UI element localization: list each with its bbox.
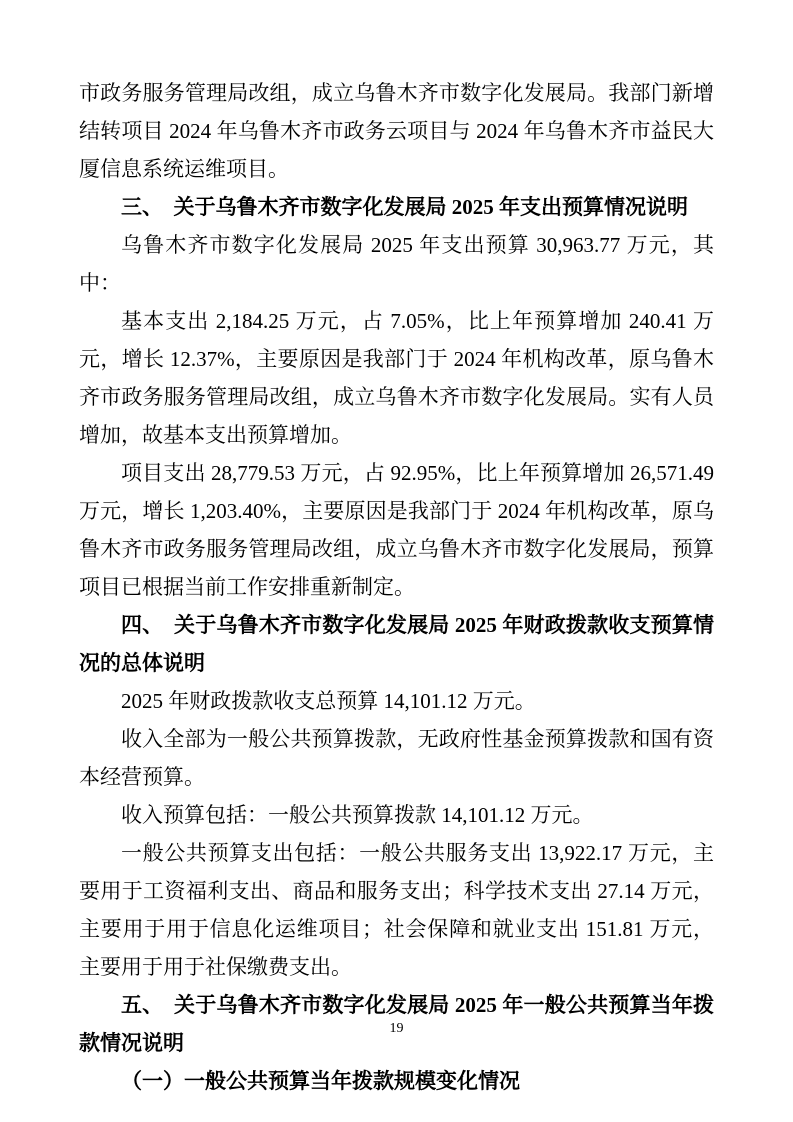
paragraph-income-source: 收入全部为一般公共预算拨款，无政府性基金预算拨款和国有资本经营预算。 [79,727,714,789]
document-body [79,74,714,1100]
subsection-heading-1-appropriation-scale-change: （一）一般公共预算当年拨款规模变化情况 [121,1069,520,1093]
paragraph-income-budget: 收入预算包括：一般公共预算拨款 14,101.12 万元。 [121,803,594,827]
paragraph-continued-from-previous-page: 市政务服务管理局改组，成立乌鲁木齐市数字化发展局。我部门新增结转项目 2024 年乌鲁木齐市政务云项目与 2024 年乌鲁木齐市益民大厦信息系统运维项目。 [79,81,714,181]
section-heading-4-fiscal-appropriation: 四、 关于乌鲁木齐市数字化发展局 2025 年财政拨款收支预算情况的总体说明 [79,613,714,675]
paragraph-project-expenditure: 项目支出 28,779.53 万元，占 92.95%，比上年预算增加 26,571.49 万元，增长 1,203.40%，主要原因是我部门于 2024 年机构改革，原乌鲁木齐市政务服务管理局改组，成立乌鲁木齐市数字化发展局，预算项目已根据当前工作安排重新制定。 [79,461,714,599]
paragraph-total-expenditure: 乌鲁木齐市数字化发展局 2025 年支出预算 30,963.77 万元，其中： [79,233,714,295]
page-number: 19 [389,1021,404,1036]
paragraph-fiscal-total-budget: 2025 年财政拨款收支总预算 14,101.12 万元。 [121,689,536,713]
paragraph-public-budget-expenditure-detail: 一般公共预算支出包括：一般公共服务支出 13,922.17 万元，主要用于工资福利支出、商品和服务支出；科学技术支出 27.14 万元，主要用于用于信息化运维项目；社会保障和就业支出 151.81 万元，主要用于用于社保缴费支出。 [79,841,714,979]
section-heading-5-current-year-appropriation: 五、 关于乌鲁木齐市数字化发展局 2025 年一般公共预算当年拨款情况说明 [79,993,714,1055]
paragraph-basic-expenditure: 基本支出 2,184.25 万元，占 7.05%，比上年预算增加 240.41 万元，增长 12.37%，主要原因是我部门于 2024 年机构改革，原乌鲁木齐市政务服务管理局改组，成立乌鲁木齐市数字化发展局。实有人员增加，故基本支出预算增加。 [79,309,714,447]
section-heading-3-expenditure-budget: 三、 关于乌鲁木齐市数字化发展局 2025 年支出预算情况说明 [121,195,688,219]
